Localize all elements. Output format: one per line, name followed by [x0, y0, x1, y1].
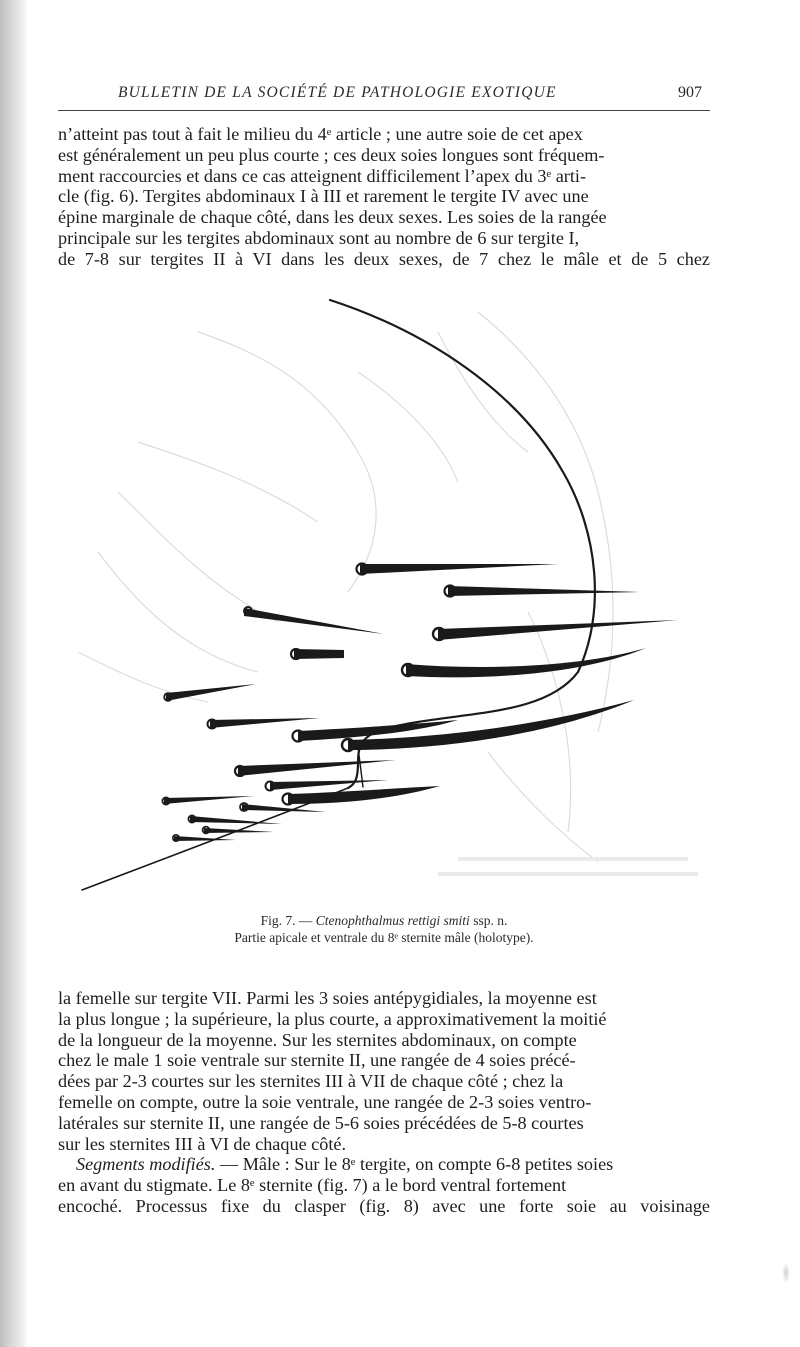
- text-line: encoché. Processus fixe du clasper (fig. 8) avec une forte soie au voisinage: [58, 1195, 710, 1216]
- text-line: — Mâle : Sur le 8ᵉ tergite, on compte 6-8 petites soies: [215, 1154, 614, 1175]
- text-line: en avant du stigmate. Le 8ᵉ sternite (fig. 7) a le bord ventral fortement: [58, 1175, 567, 1196]
- text-line: cle (fig. 6). Tergites abdominaux I à III et rarement le tergite IV avec une: [58, 186, 589, 207]
- seta: [235, 760, 396, 776]
- text-line: sur les sternites III à VI de chaque côté.: [58, 1133, 347, 1154]
- seta: [266, 780, 389, 791]
- seta: [357, 564, 559, 575]
- seta: [445, 586, 641, 597]
- text-line: la femelle sur tergite VII. Parmi les 3 soies antépygidiales, la moyenne est: [58, 988, 597, 1008]
- text-line: chez le male 1 soie ventrale sur sternite II, une rangée de 4 soies précé-: [58, 1050, 576, 1071]
- seta: [240, 803, 326, 812]
- running-head: BULLETIN DE LA SOCIÉTÉ DE PATHOLOGIE EXOTIQUE: [118, 84, 557, 101]
- caption-suffix: ssp. n.: [469, 913, 508, 928]
- header-rule: [58, 110, 710, 111]
- seta: [164, 684, 256, 701]
- caption-line-2: Partie apicale et ventrale du 8ᵉ sternite mâle (holotype).: [234, 930, 534, 945]
- text-line: épine marginale de chaque côté, dans les deux sexes. Les soies de la rangée: [58, 207, 607, 228]
- bleed-through-caption: [438, 857, 698, 876]
- caption-prefix: Fig. 7. —: [260, 913, 316, 928]
- paragraph-1: [58, 124, 710, 270]
- text-line: latérales sur sternite II, une rangée de 5-6 soies précédées de 5-8 courtes: [58, 1112, 584, 1133]
- setae: [162, 564, 678, 842]
- caption-line-1: [58, 912, 710, 929]
- text-line: la plus longue ; la supérieure, la plus courte, a approximativement la moitié: [58, 1008, 607, 1029]
- seta: [342, 700, 634, 751]
- seta: [208, 718, 321, 729]
- text-line: est généralement un peu plus courte ; ces deux soies longues sont fréquem-: [58, 144, 605, 165]
- seta: [433, 620, 678, 640]
- seta: [162, 796, 254, 805]
- caption-species: Ctenophthalmus rettigi smiti: [315, 913, 470, 928]
- seta: [203, 827, 274, 834]
- figure-7-drawing: [58, 292, 710, 902]
- seta: [244, 607, 384, 634]
- text-line: ment raccourcies et dans ce cas atteignent difficilement l’apex du 3ᵉ arti-: [58, 165, 586, 186]
- text-line: de la longueur de la moyenne. Sur les sternites abdominaux, on compte: [58, 1029, 577, 1050]
- sternite-illustration: [58, 292, 710, 902]
- figure-caption: [58, 912, 710, 946]
- paragraph-3-line-1: [58, 1154, 710, 1175]
- text-line: principale sur les tergites abdominaux sont au nombre de 6 sur tergite I,: [58, 227, 580, 248]
- text-line: de 7-8 sur tergites II à VI dans les deux sexes, de 7 chez le mâle et de 5 chez: [58, 248, 710, 269]
- seta: [291, 649, 344, 659]
- seta: [283, 786, 441, 805]
- text-line: femelle on compte, outre la soie ventrale, une rangée de 2-3 soies ventro-: [58, 1091, 592, 1112]
- section-heading: Segments modifiés.: [76, 1154, 216, 1175]
- paragraph-2: [58, 988, 710, 1217]
- page-smudge: [782, 1262, 790, 1284]
- page-header: [58, 84, 710, 106]
- text-line: dées par 2-3 courtes sur les sternites III à VII de chaque côté ; chez la: [58, 1071, 564, 1092]
- bleed-through: [78, 312, 613, 862]
- page-number: 907: [678, 84, 702, 101]
- text-line: n’atteint pas tout à fait le milieu du 4ᵉ article ; une autre soie de cet apex: [58, 124, 583, 144]
